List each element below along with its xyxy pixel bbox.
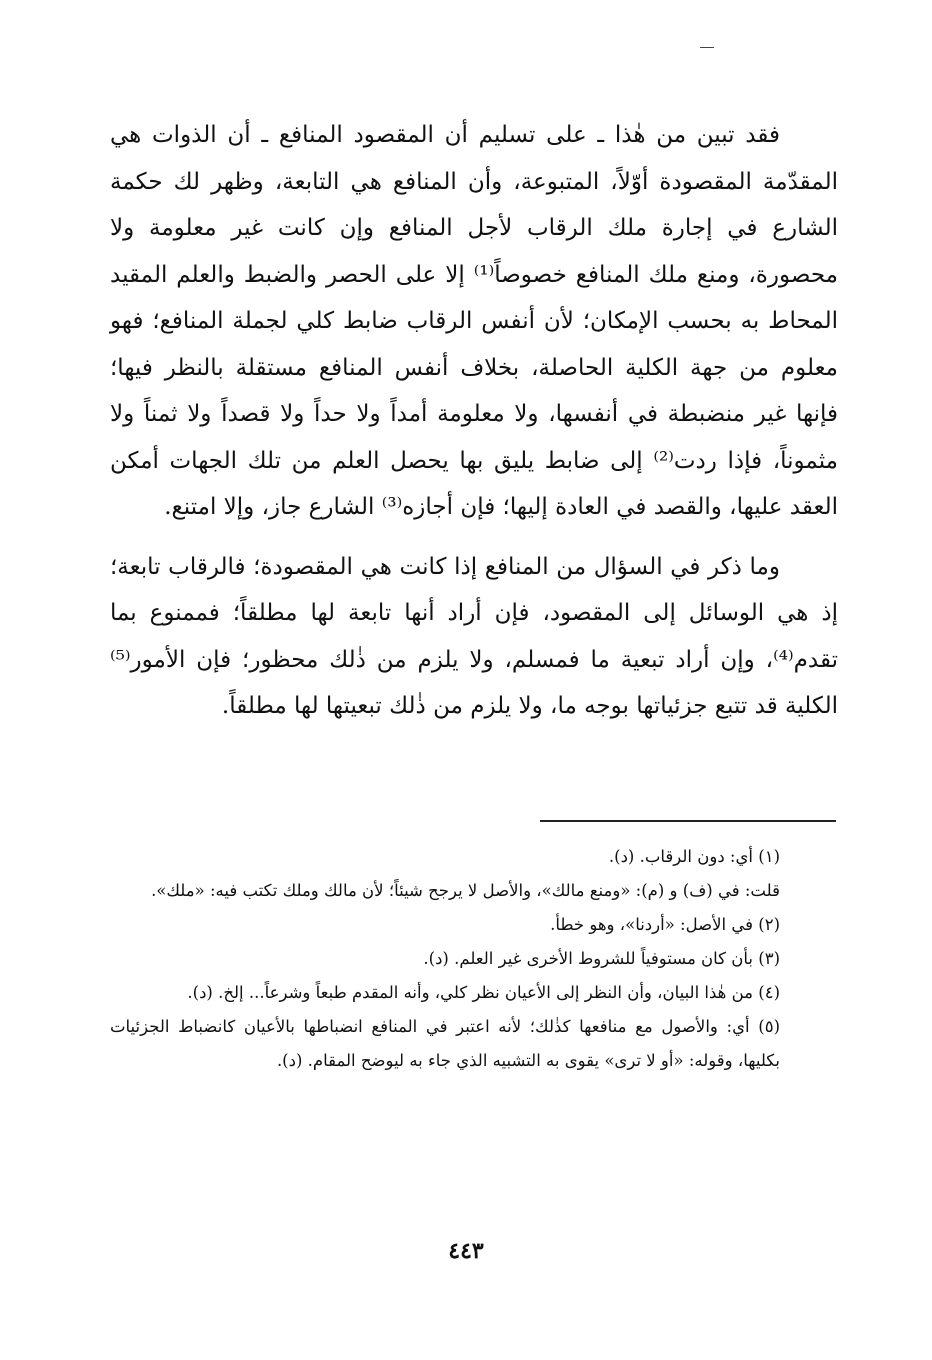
footnote-1-remark: قلت: في (ف) و (م): «ومنع مالك»، والأصل لا يرجح شيئاً؛ لأن مالك وملك تكتب فيه: «ملك».	[151, 881, 780, 900]
footnote-4: (٤) من هٰذا البيان، وأن النظر إلى الأعيان نظر كلي، وأنه المقدم طبعاً وشرعاً... إلخ. (د).	[187, 983, 780, 1002]
main-text	[110, 112, 838, 730]
footnote-2: (٢) في الأصل: «أردنا»، وهو خطأ.	[550, 915, 780, 934]
paragraph-2: وما ذكر في السؤال من المنافع إذا كانت هي المقصودة؛ فالرقاب تابعة؛ إذ هي الوسائل إلى المقصود، فإن أراد أنها تابعة لها مطلقاً؛ فممنوع بما تقدم⁽⁴⁾، وإن أراد تبعية ما فمسلم، ولا يلزم من ذٰلك محظور؛ فإن الأمور⁽⁵⁾ الكلية قد تتبع جزئياتها بوجه ما، ولا يلزم من ذٰلك تبعيتها لها مطلقاً.	[110, 553, 838, 719]
footnotes	[110, 840, 838, 1078]
paragraph-1: فقد تبين من هٰذا ـ على تسليم أن المقصود المنافع ـ أن الذوات هي المقدّمة المقصودة أوّلاً، المتبوعة، وأن المنافع هي التابعة، وظهر لك حكمة الشارع في إجارة ملك الرقاب لأجل المنافع وإن كانت غير معلومة ولا محصورة، ومنع ملك المنافع خصوصاً⁽¹⁾ إلا على الحصر والضبط والعلم المقيد المحاط به بحسب الإمكان؛ لأن أنفس الرقاب ضابط كلي لجملة المنافع؛ فهو معلوم من جهة الكلية الحاصلة، بخلاف أنفس المنافع مستقلة بالنظر فيها؛ فإنها غير منضبطة في أنفسها، ولا معلومة أمداً ولا حداً ولا قصداً ولا ثمناً ولا مثموناً، فإذا ردت⁽²⁾ إلى ضابط يليق بها يحصل العلم من تلك الجهات أمكن العقد عليها، والقصد في العادة إليها؛ فإن أجازه⁽³⁾ الشارع جاز، وإلا امتنع.	[110, 122, 838, 520]
header-mark	[700, 47, 714, 48]
footnote-separator	[540, 820, 836, 822]
page-number: ٤٤٣	[448, 1238, 484, 1264]
footnote-3: (٣) بأن كان مستوفياً للشروط الأخرى غير العلم. (د).	[423, 949, 780, 968]
footnote-1: (١) أي: دون الرقاب. (د).	[608, 847, 780, 866]
footnote-5: (٥) أي: والأصول مع منافعها كذٰلك؛ لأنه اعتبر في المنافع انضباطها بالأعيان كانضباط الجزئيات بكليها، وقوله: «أو لا ترى» يقوى به التشبيه الذي جاء به ليوضح المقام. (د).	[110, 1017, 780, 1070]
